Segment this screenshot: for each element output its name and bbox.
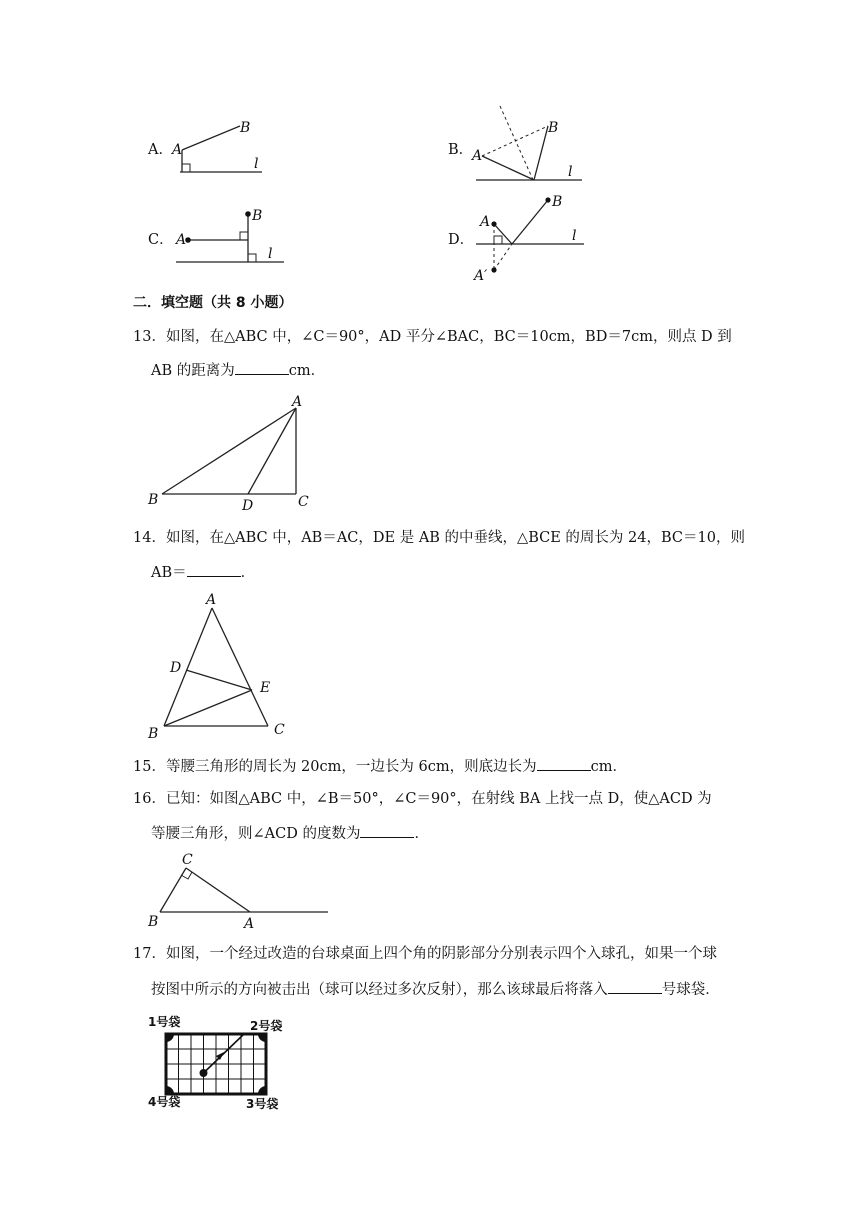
svg-text:A: A <box>176 232 187 248</box>
svg-text:l: l <box>568 164 573 180</box>
svg-text:A: A <box>292 394 303 410</box>
svg-text:B: B <box>148 726 159 742</box>
q16-line2: 等腰三角形，则∠ACD 的度数为 ． <box>151 822 429 844</box>
pocket-2-label: 2号袋 <box>250 1019 283 1033</box>
option-b-letter: B． <box>448 142 474 158</box>
pocket-1-label: 1号袋 <box>148 1015 181 1029</box>
svg-text:E: E <box>260 680 271 696</box>
q17-line1: 17．如图，一个经过改造的台球桌面上四个角的阴影部分分别表示四个入球孔，如果一个球 <box>133 946 717 962</box>
q16-line1: 16．已知：如图△ABC 中，∠B＝50°，∠C＝90°，在射线 BA 上找一点 D，使△ACD 为 <box>133 791 712 807</box>
svg-text:D: D <box>170 660 182 676</box>
option-a-figure <box>170 118 280 178</box>
svg-text:A: A <box>480 214 491 230</box>
svg-text:B: B <box>548 120 559 136</box>
svg-text:D: D <box>242 498 254 514</box>
option-c-figure <box>172 206 292 266</box>
svg-text:A: A <box>472 148 483 164</box>
svg-text:C: C <box>182 852 193 868</box>
q16-answer-blank[interactable] <box>360 822 414 838</box>
q17-answer-blank[interactable] <box>608 978 662 994</box>
section-heading: 二．填空题（共 8 小题） <box>133 295 293 311</box>
q17-line2: 按图中所示的方向被击出（球可以经过多次反射），那么该球最后将落入 号球袋． <box>151 978 720 1000</box>
q15-line: 15．等腰三角形的周长为 20cm，一边长为 6cm，则底边长为 cm． <box>133 755 627 777</box>
q16-figure <box>146 852 336 932</box>
svg-text:B: B <box>148 914 159 930</box>
option-c-letter: C． <box>148 232 174 248</box>
option-a-letter: A． <box>148 142 173 158</box>
svg-text:B: B <box>252 208 263 224</box>
svg-text:B: B <box>148 492 159 508</box>
q13-line1: 13．如图，在△ABC 中，∠C＝90°，AD 平分∠BAC，BC＝10cm，BD＝7cm，则点 D 到 <box>133 329 732 345</box>
pocket-3-label: 3号袋 <box>246 1097 279 1111</box>
option-b-figure <box>470 104 590 184</box>
point-b-label: B <box>240 120 251 136</box>
svg-text:A: A <box>244 916 255 932</box>
svg-text:A′: A′ <box>474 268 488 284</box>
q15-answer-blank[interactable] <box>537 755 591 771</box>
q17-figure <box>146 1012 296 1112</box>
svg-text:C: C <box>274 722 285 738</box>
q13-figure <box>146 394 326 514</box>
q14-answer-blank[interactable] <box>187 561 241 577</box>
svg-text:A: A <box>206 592 217 608</box>
q14-line2: AB＝ ． <box>151 561 255 583</box>
q13-line2: AB 的距离为 cm． <box>151 359 325 381</box>
svg-text:B: B <box>552 194 563 210</box>
q14-figure <box>146 592 286 742</box>
svg-text:C: C <box>298 494 309 510</box>
q13-answer-blank[interactable] <box>235 359 289 375</box>
line-l-label: l <box>254 156 259 172</box>
svg-text:l: l <box>572 228 577 244</box>
svg-text:l: l <box>268 246 273 262</box>
pocket-4-label: 4号袋 <box>148 1095 181 1109</box>
q14-line1: 14．如图，在△ABC 中，AB＝AC，DE 是 AB 的中垂线，△BCE 的周长为 24，BC＝10，则 <box>133 530 745 546</box>
option-d-figure <box>472 192 592 282</box>
option-d-letter: D． <box>448 232 475 248</box>
point-a-label: A <box>172 142 183 158</box>
